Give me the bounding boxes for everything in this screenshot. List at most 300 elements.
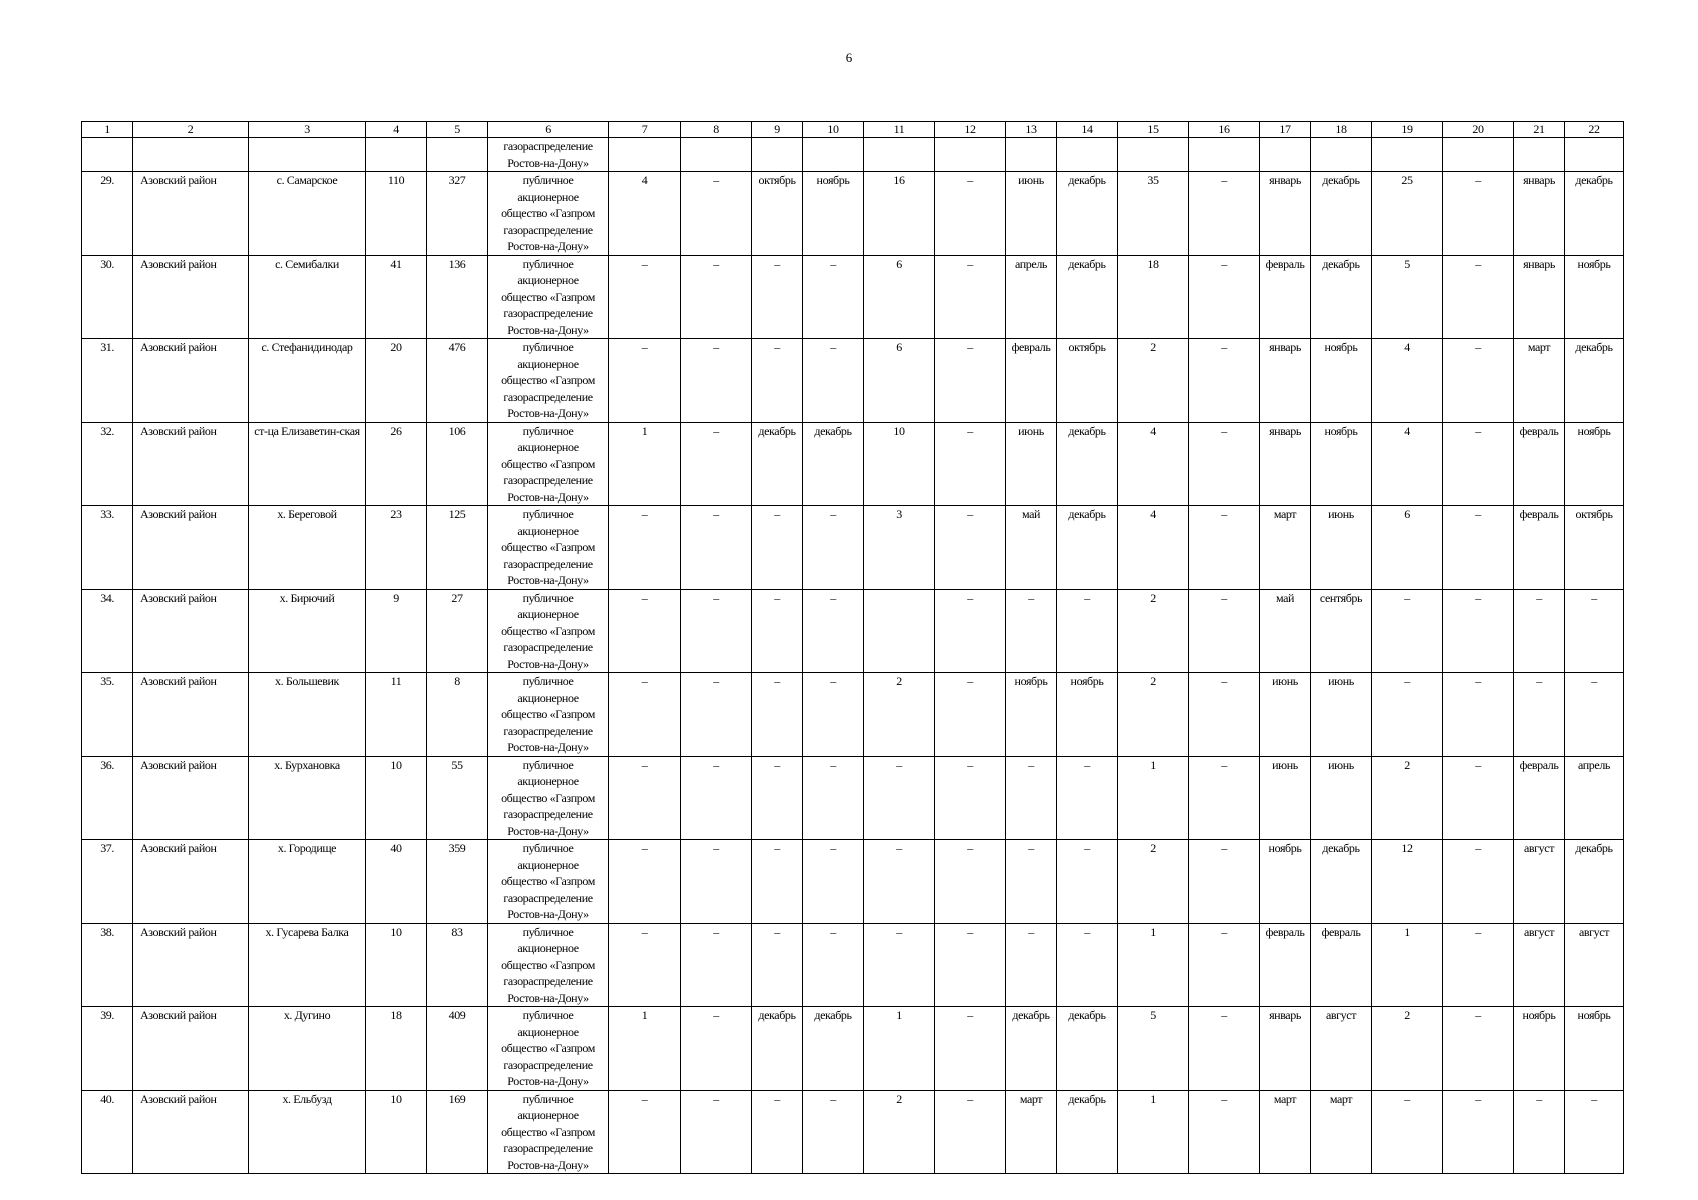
column-header-1: 1 — [82, 122, 133, 138]
operator-line: Ростов-на-Дону» — [507, 489, 589, 504]
column-12-cell: – — [935, 1090, 1006, 1174]
operator-line: общество «Газпром — [501, 540, 595, 554]
column-18-cell: декабрь — [1311, 255, 1372, 339]
column-12-cell: – — [935, 1007, 1006, 1091]
column-8-cell: – — [681, 1007, 752, 1091]
column-13-cell: февраль — [1006, 339, 1057, 423]
row-number-cell: 37. — [82, 840, 133, 924]
operator-line: газораспределение — [503, 556, 593, 571]
column-14-cell: – — [1057, 840, 1118, 924]
column-14-cell: декабрь — [1057, 255, 1118, 339]
column-18-cell: август — [1311, 1007, 1372, 1091]
continuation-cell-2 — [133, 138, 249, 172]
column-5-cell: 409 — [427, 1007, 488, 1091]
table-row — [82, 255, 1624, 339]
column-18-cell: декабрь — [1311, 840, 1372, 924]
table-row — [82, 923, 1624, 1007]
column-20-cell: – — [1443, 255, 1514, 339]
operator-line: акционерное — [517, 523, 579, 538]
column-5-cell: 27 — [427, 589, 488, 673]
column-header-9: 9 — [752, 122, 803, 138]
locality-cell: х. Береговой — [249, 506, 366, 590]
column-11-cell: 1 — [864, 1007, 935, 1091]
column-header-5: 5 — [427, 122, 488, 138]
district-cell: Азовский район — [133, 1090, 249, 1174]
column-10-cell: – — [803, 923, 864, 1007]
operator-line: общество «Газпром — [501, 874, 595, 888]
column-5-cell: 359 — [427, 840, 488, 924]
column-4-cell: 11 — [366, 673, 427, 757]
column-14-cell: ноябрь — [1057, 673, 1118, 757]
operator-line: Ростов-на-Дону» — [507, 239, 589, 253]
column-5-cell: 106 — [427, 422, 488, 506]
column-13-cell: декабрь — [1006, 1007, 1057, 1091]
operator-line: газораспределение — [503, 306, 593, 320]
column-16-cell: – — [1189, 172, 1260, 256]
column-15-cell: 2 — [1118, 673, 1189, 757]
column-17-cell: ноябрь — [1260, 840, 1311, 924]
column-22-cell: ноябрь — [1565, 255, 1624, 339]
table-row — [82, 673, 1624, 757]
column-11-cell: 3 — [864, 506, 935, 590]
column-10-cell: – — [803, 1090, 864, 1174]
column-18-cell: ноябрь — [1311, 422, 1372, 506]
column-21-cell: февраль — [1514, 506, 1565, 590]
column-4-cell: 110 — [366, 172, 427, 256]
operator-line: общество «Газпром — [501, 289, 595, 304]
continuation-cell-3 — [249, 138, 366, 172]
column-12-cell: – — [935, 840, 1006, 924]
district-cell: Азовский район — [133, 840, 249, 924]
operator-cell — [488, 589, 609, 673]
continuation-operator-cell — [488, 138, 609, 172]
operator-line: газораспределение — [503, 389, 593, 404]
column-10-cell: ноябрь — [803, 172, 864, 256]
column-16-cell: – — [1189, 673, 1260, 757]
column-5-cell: 476 — [427, 339, 488, 423]
column-17-cell: февраль — [1260, 255, 1311, 339]
column-11-cell: 6 — [864, 339, 935, 423]
column-12-cell: – — [935, 339, 1006, 423]
column-7-cell: – — [609, 923, 681, 1007]
column-14-cell: декабрь — [1057, 172, 1118, 256]
column-13-cell: июнь — [1006, 172, 1057, 256]
column-20-cell: – — [1443, 1007, 1514, 1091]
locality-cell: ст-ца Елизаветин-ская — [249, 422, 366, 506]
column-8-cell: – — [681, 756, 752, 840]
column-12-cell: – — [935, 506, 1006, 590]
column-header-7: 7 — [609, 122, 681, 138]
operator-cell — [488, 339, 609, 423]
column-5-cell: 55 — [427, 756, 488, 840]
column-5-cell: 83 — [427, 923, 488, 1007]
continuation-cell-18 — [1311, 138, 1372, 172]
column-19-cell: 6 — [1372, 506, 1443, 590]
continuation-cell-19 — [1372, 138, 1443, 172]
column-18-cell: июнь — [1311, 756, 1372, 840]
column-15-cell: 35 — [1118, 172, 1189, 256]
table-row — [82, 840, 1624, 924]
table-row — [82, 756, 1624, 840]
operator-line: Ростов-на-Дону» — [507, 573, 589, 587]
column-21-cell: – — [1514, 589, 1565, 673]
column-22-cell: декабрь — [1565, 339, 1624, 423]
column-8-cell: – — [681, 339, 752, 423]
locality-cell: х. Гусарева Балка — [249, 923, 366, 1007]
column-20-cell: – — [1443, 840, 1514, 924]
continuation-cell-20 — [1443, 138, 1514, 172]
column-9-cell: – — [752, 339, 803, 423]
locality-cell: х. Дугино — [249, 1007, 366, 1091]
column-15-cell: 2 — [1118, 589, 1189, 673]
column-16-cell: – — [1189, 255, 1260, 339]
operator-line: Ростов-на-Дону» — [507, 656, 589, 671]
table-row — [82, 172, 1624, 256]
column-16-cell: – — [1189, 422, 1260, 506]
column-16-cell: – — [1189, 589, 1260, 673]
column-10-cell: – — [803, 840, 864, 924]
column-7-cell: – — [609, 840, 681, 924]
column-7-cell: – — [609, 255, 681, 339]
operator-cell — [488, 673, 609, 757]
column-11-cell: 2 — [864, 673, 935, 757]
operator-cell — [488, 172, 609, 256]
column-9-cell: – — [752, 756, 803, 840]
district-cell: Азовский район — [133, 422, 249, 506]
operator-line: акционерное — [517, 189, 579, 204]
column-9-cell: декабрь — [752, 422, 803, 506]
column-19-cell: – — [1372, 589, 1443, 673]
operator-cell — [488, 923, 609, 1007]
column-21-cell: январь — [1514, 255, 1565, 339]
column-9-cell: октябрь — [752, 172, 803, 256]
operator-line: публичное — [522, 757, 574, 772]
operator-line: газораспределение — [503, 723, 593, 738]
operator-line: публичное — [522, 256, 574, 271]
column-15-cell: 1 — [1118, 1090, 1189, 1174]
row-number-cell: 29. — [82, 172, 133, 256]
column-21-cell: ноябрь — [1514, 1007, 1565, 1091]
column-header-21: 21 — [1514, 122, 1565, 138]
column-19-cell: 12 — [1372, 840, 1443, 924]
column-8-cell: – — [681, 255, 752, 339]
column-4-cell: 10 — [366, 923, 427, 1007]
operator-line: Ростов-на-Дону» — [507, 1074, 589, 1088]
column-header-6: 6 — [488, 122, 609, 138]
operator-line: газораспределение — [503, 222, 593, 237]
column-22-cell: апрель — [1565, 756, 1624, 840]
column-21-cell: – — [1514, 673, 1565, 757]
column-4-cell: 41 — [366, 255, 427, 339]
column-20-cell: – — [1443, 172, 1514, 256]
operator-line: общество «Газпром — [501, 373, 595, 387]
column-header-15: 15 — [1118, 122, 1189, 138]
column-19-cell: – — [1372, 1090, 1443, 1174]
column-header-14: 14 — [1057, 122, 1118, 138]
operator-line: Ростов-на-Дону» — [507, 322, 589, 337]
operator-line: акционерное — [517, 607, 579, 621]
column-16-cell: – — [1189, 506, 1260, 590]
continuation-cell-22 — [1565, 138, 1624, 172]
table-row — [82, 506, 1624, 590]
column-17-cell: январь — [1260, 1007, 1311, 1091]
operator-line: общество «Газпром — [501, 790, 595, 805]
operator-line: газораспределение — [503, 1141, 593, 1155]
continuation-cell-4 — [366, 138, 427, 172]
operator-line: газораспределение — [503, 1057, 593, 1072]
column-header-20: 20 — [1443, 122, 1514, 138]
column-22-cell: – — [1565, 589, 1624, 673]
continuation-cell-13 — [1006, 138, 1057, 172]
operator-line: общество «Газпром — [501, 206, 595, 220]
column-14-cell: декабрь — [1057, 1007, 1118, 1091]
column-8-cell: – — [681, 506, 752, 590]
column-10-cell: – — [803, 756, 864, 840]
column-7-cell: 1 — [609, 1007, 681, 1091]
column-20-cell: – — [1443, 1090, 1514, 1174]
operator-line: Ростов-на-Дону» — [507, 406, 589, 420]
table-row — [82, 589, 1624, 673]
district-cell: Азовский район — [133, 506, 249, 590]
column-5-cell: 136 — [427, 255, 488, 339]
continuation-cell-16 — [1189, 138, 1260, 172]
operator-line: общество «Газпром — [501, 456, 595, 471]
column-12-cell: – — [935, 923, 1006, 1007]
column-18-cell: декабрь — [1311, 172, 1372, 256]
column-19-cell: – — [1372, 673, 1443, 757]
continuation-cell-9 — [752, 138, 803, 172]
column-20-cell: – — [1443, 673, 1514, 757]
column-7-cell: – — [609, 756, 681, 840]
column-19-cell: 4 — [1372, 339, 1443, 423]
operator-line: акционерное — [517, 273, 579, 287]
column-7-cell: – — [609, 673, 681, 757]
column-12-cell: – — [935, 589, 1006, 673]
district-cell: Азовский район — [133, 1007, 249, 1091]
column-14-cell: декабрь — [1057, 422, 1118, 506]
district-cell: Азовский район — [133, 339, 249, 423]
column-13-cell: – — [1006, 923, 1057, 1007]
column-11-cell: 16 — [864, 172, 935, 256]
locality-cell: х. Городище — [249, 840, 366, 924]
column-12-cell: – — [935, 422, 1006, 506]
column-8-cell: – — [681, 840, 752, 924]
column-8-cell: – — [681, 589, 752, 673]
operator-line: газораспределение — [503, 473, 593, 487]
operator-cell — [488, 756, 609, 840]
column-16-cell: – — [1189, 923, 1260, 1007]
column-header-16: 16 — [1189, 122, 1260, 138]
column-9-cell: – — [752, 589, 803, 673]
column-15-cell: 1 — [1118, 756, 1189, 840]
column-19-cell: 2 — [1372, 756, 1443, 840]
column-11-cell: – — [864, 840, 935, 924]
column-12-cell: – — [935, 673, 1006, 757]
column-header-11: 11 — [864, 122, 935, 138]
district-cell: Азовский район — [133, 923, 249, 1007]
operator-line: публичное — [522, 1091, 574, 1106]
column-9-cell: декабрь — [752, 1007, 803, 1091]
page-number: 6 — [845, 50, 853, 65]
column-22-cell: ноябрь — [1565, 422, 1624, 506]
column-13-cell: – — [1006, 589, 1057, 673]
column-header-13: 13 — [1006, 122, 1057, 138]
continuation-cell-10 — [803, 138, 864, 172]
column-header-10: 10 — [803, 122, 864, 138]
column-4-cell: 23 — [366, 506, 427, 590]
district-cell: Азовский район — [133, 589, 249, 673]
operator-cell — [488, 422, 609, 506]
column-header-12: 12 — [935, 122, 1006, 138]
operator-cell — [488, 1007, 609, 1091]
operator-line: общество «Газпром — [501, 623, 595, 638]
operator-line: газораспределение — [503, 890, 593, 905]
locality-cell: с. Семибалки — [249, 255, 366, 339]
column-11-cell: – — [864, 923, 935, 1007]
column-21-cell: август — [1514, 923, 1565, 1007]
column-17-cell: май — [1260, 589, 1311, 673]
column-9-cell: – — [752, 673, 803, 757]
operator-line: Ростов-на-Дону» — [507, 823, 589, 838]
column-8-cell: – — [681, 673, 752, 757]
column-15-cell: 2 — [1118, 840, 1189, 924]
column-15-cell: 18 — [1118, 255, 1189, 339]
locality-cell: х. Бурхановка — [249, 756, 366, 840]
column-21-cell: февраль — [1514, 422, 1565, 506]
column-20-cell: – — [1443, 339, 1514, 423]
continuation-cell-21 — [1514, 138, 1565, 172]
row-number-cell: 35. — [82, 673, 133, 757]
column-4-cell: 40 — [366, 840, 427, 924]
row-number-cell: 30. — [82, 255, 133, 339]
operator-line: газораспределение — [503, 139, 593, 153]
operator-line: Ростов-на-Дону» — [507, 907, 589, 921]
column-17-cell: январь — [1260, 172, 1311, 256]
operator-line: акционерное — [517, 356, 579, 371]
column-16-cell: – — [1189, 840, 1260, 924]
column-9-cell: – — [752, 923, 803, 1007]
column-4-cell: 20 — [366, 339, 427, 423]
column-16-cell: – — [1189, 1090, 1260, 1174]
column-19-cell: 2 — [1372, 1007, 1443, 1091]
continuation-cell-17 — [1260, 138, 1311, 172]
column-17-cell: март — [1260, 1090, 1311, 1174]
operator-line: публичное — [522, 674, 574, 688]
table-body — [82, 122, 1624, 1174]
column-13-cell: ноябрь — [1006, 673, 1057, 757]
column-header-4: 4 — [366, 122, 427, 138]
continuation-row — [82, 138, 1624, 172]
column-7-cell: – — [609, 589, 681, 673]
operator-line: акционерное — [517, 1024, 579, 1039]
column-5-cell: 8 — [427, 673, 488, 757]
operator-line: публичное — [522, 841, 574, 855]
column-22-cell: ноябрь — [1565, 1007, 1624, 1091]
column-14-cell: – — [1057, 923, 1118, 1007]
locality-cell: х. Большевик — [249, 673, 366, 757]
column-16-cell: – — [1189, 1007, 1260, 1091]
column-7-cell: 1 — [609, 422, 681, 506]
column-13-cell: – — [1006, 840, 1057, 924]
column-13-cell: июнь — [1006, 422, 1057, 506]
column-18-cell: февраль — [1311, 923, 1372, 1007]
row-number-cell: 31. — [82, 339, 133, 423]
operator-line: общество «Газпром — [501, 1124, 595, 1139]
district-cell: Азовский район — [133, 673, 249, 757]
column-21-cell: март — [1514, 339, 1565, 423]
column-17-cell: март — [1260, 506, 1311, 590]
column-18-cell: сентябрь — [1311, 589, 1372, 673]
column-10-cell: – — [803, 339, 864, 423]
operator-line: акционерное — [517, 440, 579, 454]
row-number-cell: 33. — [82, 506, 133, 590]
column-15-cell: 5 — [1118, 1007, 1189, 1091]
row-number-cell: 39. — [82, 1007, 133, 1091]
column-21-cell: – — [1514, 1090, 1565, 1174]
column-21-cell: август — [1514, 840, 1565, 924]
district-cell: Азовский район — [133, 756, 249, 840]
column-13-cell: апрель — [1006, 255, 1057, 339]
column-19-cell: 1 — [1372, 923, 1443, 1007]
operator-line: акционерное — [517, 857, 579, 872]
locality-cell: х. Бирючий — [249, 589, 366, 673]
operator-line: акционерное — [517, 690, 579, 705]
column-13-cell: май — [1006, 506, 1057, 590]
continuation-cell-8 — [681, 138, 752, 172]
locality-cell: с. Стефанидинодар — [249, 339, 366, 423]
locality-cell: х. Ельбузд — [249, 1090, 366, 1174]
column-4-cell: 18 — [366, 1007, 427, 1091]
operator-line: Ростов-на-Дону» — [507, 1157, 589, 1172]
column-8-cell: – — [681, 172, 752, 256]
column-15-cell: 1 — [1118, 923, 1189, 1007]
column-14-cell: октябрь — [1057, 339, 1118, 423]
column-7-cell: – — [609, 339, 681, 423]
column-10-cell: – — [803, 255, 864, 339]
row-number-cell: 34. — [82, 589, 133, 673]
column-11-cell: – — [864, 756, 935, 840]
column-19-cell: 4 — [1372, 422, 1443, 506]
operator-line: общество «Газпром — [501, 957, 595, 972]
column-20-cell: – — [1443, 589, 1514, 673]
column-7-cell: – — [609, 1090, 681, 1174]
table-row — [82, 422, 1624, 506]
operator-line: Ростов-на-Дону» — [507, 740, 589, 754]
operator-line: публичное — [522, 590, 574, 605]
column-header-17: 17 — [1260, 122, 1311, 138]
column-header-8: 8 — [681, 122, 752, 138]
column-4-cell: 9 — [366, 589, 427, 673]
column-18-cell: ноябрь — [1311, 339, 1372, 423]
column-14-cell: декабрь — [1057, 1090, 1118, 1174]
continuation-cell-15 — [1118, 138, 1189, 172]
operator-line: акционерное — [517, 774, 579, 788]
column-10-cell: декабрь — [803, 1007, 864, 1091]
column-8-cell: – — [681, 923, 752, 1007]
column-22-cell: – — [1565, 673, 1624, 757]
continuation-cell-14 — [1057, 138, 1118, 172]
row-number-cell: 36. — [82, 756, 133, 840]
column-14-cell: – — [1057, 589, 1118, 673]
operator-line: публичное — [522, 423, 574, 438]
column-22-cell: декабрь — [1565, 840, 1624, 924]
column-18-cell: март — [1311, 1090, 1372, 1174]
column-20-cell: – — [1443, 756, 1514, 840]
row-number-cell: 38. — [82, 923, 133, 1007]
column-9-cell: – — [752, 840, 803, 924]
column-15-cell: 2 — [1118, 339, 1189, 423]
district-cell: Азовский район — [133, 172, 249, 256]
